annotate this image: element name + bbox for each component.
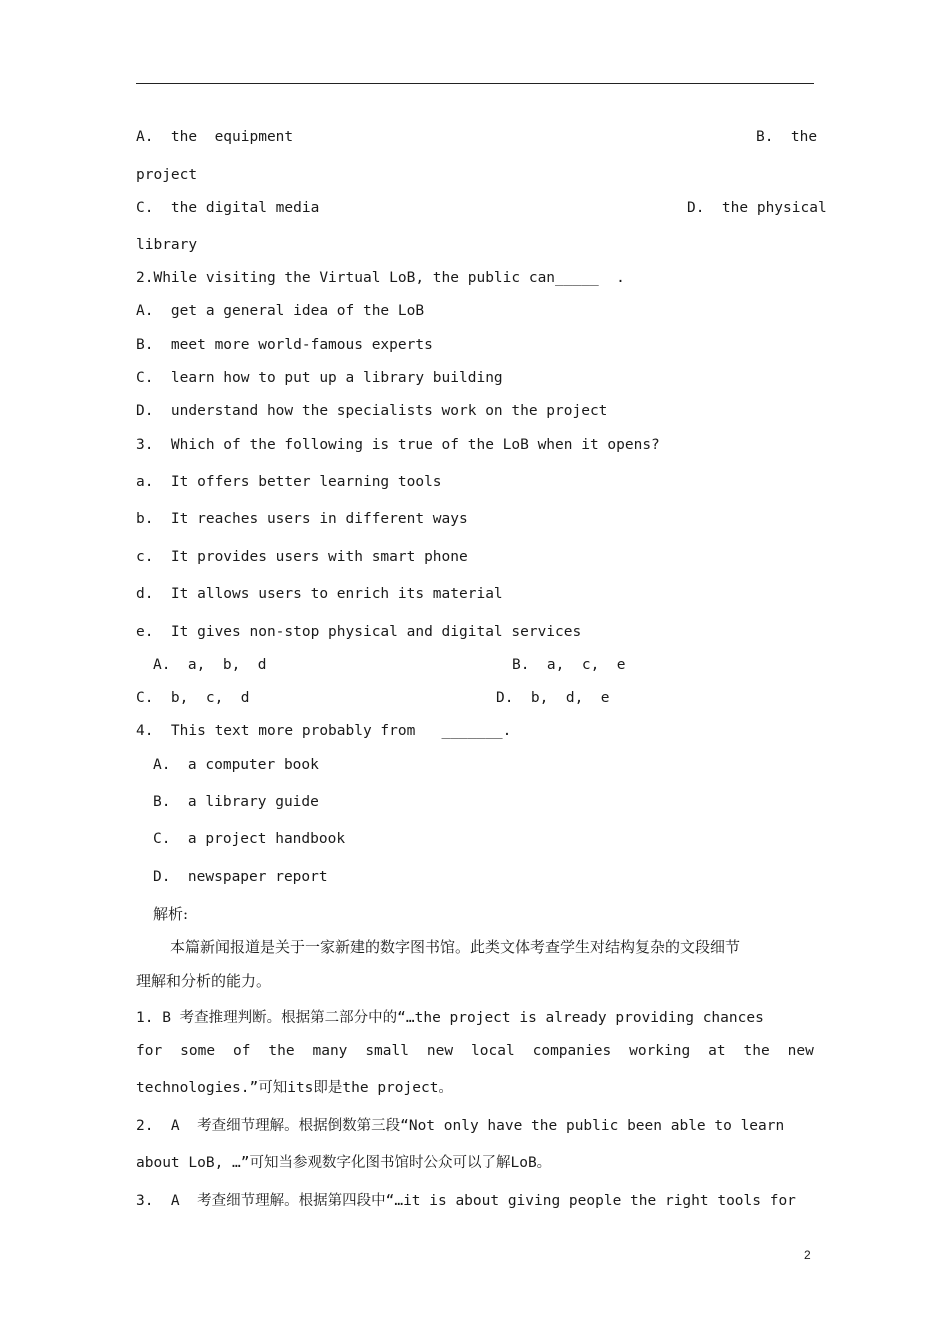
q2-option: A. get a general idea of the LoB: [136, 303, 425, 319]
justified-word: for: [136, 1043, 163, 1059]
q1-option-b-wrap: project: [136, 167, 198, 183]
q1-option-a: A. the equipment: [136, 129, 294, 145]
q3-item: b. It reaches users in different ways: [136, 511, 468, 527]
analysis-intro-line1: 本篇新闻报道是关于一家新建的数字图书馆。此类文体考查学生对结构复杂的文段细节: [170, 938, 741, 956]
header-rule: [136, 83, 814, 84]
answer-1-line3: technologies.”可知its即是the project。: [136, 1080, 453, 1096]
analysis-heading: 解析:: [153, 905, 189, 923]
answer-1-line2: [136, 1042, 814, 1060]
q4-stem: 4. This text more probably from _______.: [136, 723, 512, 739]
q2-option: B. meet more world-famous experts: [136, 337, 433, 353]
justified-word: at: [708, 1043, 726, 1059]
justified-word: the: [743, 1043, 770, 1059]
q1-option-b: B. the: [756, 129, 818, 145]
q4-option: C. a project handbook: [153, 831, 346, 847]
q4-option: B. a library guide: [153, 794, 319, 810]
justified-word: small: [365, 1043, 409, 1059]
answer-3-line1: 3. A 考查细节理解。根据第四段中“…it is about giving people the right tools for: [136, 1193, 796, 1209]
q1-option-d: D. the physical: [687, 200, 827, 216]
justified-word: some: [180, 1043, 216, 1059]
q4-option: D. newspaper report: [153, 869, 328, 885]
q2-option: D. understand how the specialists work on the project: [136, 403, 608, 419]
q2-stem: 2.While visiting the Virtual LoB, the public can_____ .: [136, 270, 625, 286]
justified-word: local: [471, 1043, 515, 1059]
justified-word: of: [232, 1043, 251, 1059]
answer-2-line1: 2. A 考查细节理解。根据倒数第三段“Not only have the public been able to learn: [136, 1118, 785, 1134]
q3-item: e. It gives non-stop physical and digital services: [136, 624, 582, 640]
q3-stem: 3. Which of the following is true of the LoB when it opens?: [136, 437, 660, 453]
justified-word: working: [629, 1043, 691, 1059]
q1-option-c: C. the digital media: [136, 200, 320, 216]
q3-item: d. It allows users to enrich its material: [136, 586, 503, 602]
analysis-intro-line2: 理解和分析的能力。: [136, 972, 272, 990]
q2-option: C. learn how to put up a library building: [136, 370, 503, 386]
q3-item: a. It offers better learning tools: [136, 474, 442, 490]
q3-choice-c: C. b, c, d: [136, 690, 250, 706]
q3-choice-d: D. b, d, e: [496, 690, 610, 706]
justified-word: new: [426, 1043, 454, 1059]
q3-choice-b: B. a, c, e: [512, 657, 626, 673]
justified-word: new: [787, 1043, 814, 1059]
page-number: 2: [804, 1248, 811, 1262]
justified-word: the: [268, 1043, 295, 1059]
justified-word: many: [312, 1043, 348, 1059]
q3-choice-a: A. a, b, d: [153, 657, 267, 673]
answer-2-line2: about LoB, …”可知当参观数字化图书馆时公众可以了解LoB。: [136, 1155, 552, 1171]
q4-option: A. a computer book: [153, 757, 319, 773]
answer-1-line1: 1. B 考查推理判断。根据第二部分中的“…the project is already providing chances: [136, 1010, 764, 1026]
justified-word: companies: [532, 1043, 612, 1059]
q1-option-d-wrap: library: [136, 237, 198, 253]
q3-item: c. It provides users with smart phone: [136, 549, 468, 565]
